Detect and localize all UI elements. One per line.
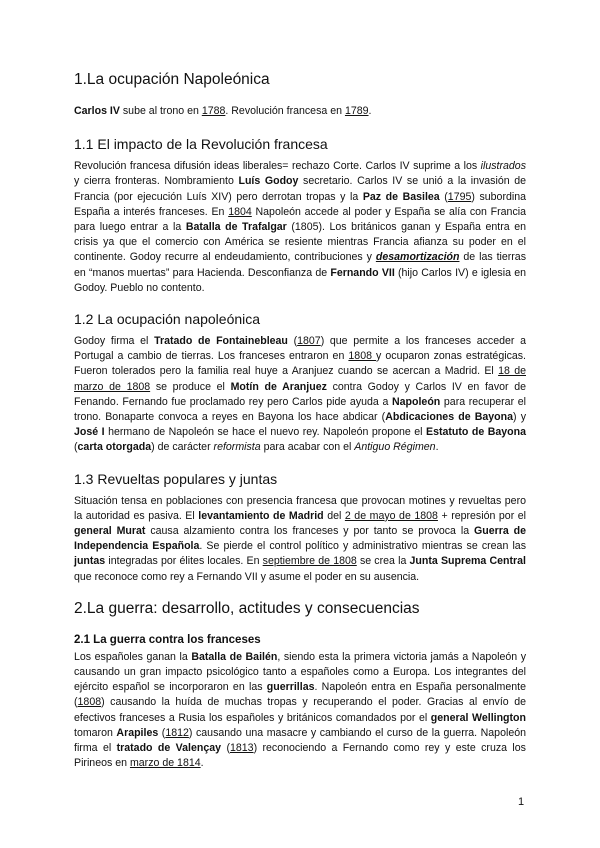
- bold-term: Tratado de Fontainebleau: [154, 335, 288, 348]
- underlined-term: 1788: [201, 105, 226, 117]
- bold-term: Napoleón: [392, 395, 441, 408]
- bold-term: tratado de Valençay: [116, 742, 222, 755]
- underlined-term: 18 de marzo de 1808: [74, 365, 526, 393]
- section-1-3: [74, 470, 526, 585]
- underlined-term: 1789: [344, 105, 369, 117]
- bold-term: Paz de Basilea: [362, 190, 440, 203]
- bold-term: general Murat: [74, 525, 146, 538]
- section-1-1: [74, 135, 526, 296]
- underlined-term: 1812: [165, 726, 189, 739]
- bold-term: Batalla de Bailén: [191, 650, 278, 663]
- underlined-term: 2 de mayo de 1808: [344, 509, 438, 522]
- italic-term: Antiguo Régimen: [354, 441, 436, 454]
- bold-term: carta otorgada: [77, 441, 152, 454]
- chapter-heading-1: 1.La ocupación Napoleónica: [74, 71, 270, 88]
- bold-term: José I: [74, 426, 105, 439]
- bold-term: guerrillas: [266, 681, 315, 694]
- section-heading: 1.1 El impacto de la Revolución francesa: [74, 136, 328, 153]
- underlined-term: 1808: [348, 350, 377, 363]
- section-paragraph: Revolución francesa difusión ideas liberales= rechazo Corte. Carlos IV suprime a los ilustrados y cierra fronteras. Nombramiento Luís Godoy secretario. Carlos IV se unió a la invasión de Francia (por ejecución Luís XIV) pero derrotan tropas y la Paz de Basilea (1795) subordina España a interés franceses. En 1804 Napoleón accede al poder y España se alía con Francia para luego entrar a la Batalla de Trafalgar (1805). Los británicos ganan y España entra en crisis ya que el comercio con América se resiente mientras Francia afianza su poder en el continente. Godoy recurre al endeudamiento, contribuciones y desamortización de las tierras en “manos muertas” para Hacienda. Desconfianza de Fernando VII (hijo Carlos IV) e iglesia en Godoy. Pueblo no contento.: [74, 160, 526, 294]
- underlined-term: septiembre de 1808: [262, 555, 357, 568]
- underlined-term: 1807: [297, 335, 321, 348]
- bold-term: Fernando VII: [330, 266, 395, 279]
- page-number: 1: [518, 796, 525, 808]
- underlined-term: 1795: [447, 190, 472, 203]
- section-1-2: [74, 310, 526, 456]
- underlined-term: 1813: [229, 742, 254, 755]
- bold-term: Carlos IV: [74, 105, 120, 117]
- bold-term: Motín de Aranjuez: [230, 380, 327, 393]
- underlined-term: marzo de 1814: [129, 757, 201, 770]
- section-heading: 1.3 Revueltas populares y juntas: [74, 470, 278, 487]
- section-paragraph: Los españoles ganan la Batalla de Bailén, siendo esta la primera victoria jamás a Napoleón y causando un gran impacto psicológico tanto a españoles como a Europa. Los integrantes del ejército español se incorporaron en las guerrillas. Napoleón entra en España personalmente (1808) causando la huída de muchas tropas y recuperando el poder. Gracias al envío de efectivos franceses a Rusia los españoles y británicos comandados por el general Wellington tomaron Arapiles (1812) causando una masacre y cambiando el curso de la guerra. Napoleón firma el tratado de Valençay (1813) reconociendo a Fernando como rey y este cruza los Pirineos en marzo de 1814.: [74, 650, 527, 770]
- section-paragraph: Godoy firma el Tratado de Fontainebleau (1807) que permite a los franceses acceder a Portugal a cambio de tierras. Los franceses entraron en 1808 y ocuparon zonas estratégicas. Fueron tolerados pero la familia real huye a Aranjuez cuando se acercan a Madrid. El 18 de marzo de 1808 se produce el Motín de Aranjuez contra Godoy y Carlos IV en favor de Fenando. Fernando fue proclamado rey pero Carlos pide ayuda a Napoleón para recuperar el trono. Bonaparte convoca a reyes en Bayona los hace abdicar (Abdicaciones de Bayona) y José I hermano de Napoleón se hace el nuevo rey. Napoleón propone el Estatuto de Bayona (carta otorgada) de carácter reformista para acabar con el Antiguo Régimen.: [74, 335, 526, 454]
- underlined-term: 1808: [77, 696, 102, 709]
- bold-term: levantamiento de Madrid: [198, 509, 324, 522]
- intro-paragraph: Carlos IV sube al trono en 1788. Revolución francesa en 1789.: [74, 105, 372, 117]
- italic-term: ilustrados: [480, 160, 526, 173]
- bold-term: general Wellington: [430, 711, 527, 724]
- section-paragraph: Situación tensa en poblaciones con presencia francesa que provocan motines y revueltas pero la autoridad es pasiva. El levantamiento de Madrid del 2 de mayo de 1808 + represión por el general Murat causa alzamiento contra los franceses y por tanto se provoca la Guerra de Independencia Española. Se pierde el control político y administrativo mientras se crean las juntas integradas por élites locales. En septiembre de 1808 se crea la Junta Suprema Central que reconoce como rey a Fernando VII y asume el poder en su ausencia.: [74, 494, 527, 583]
- chapter-heading-2: 2.La guerra: desarrollo, actitudes y consecuencias: [74, 599, 420, 617]
- bold-term: Junta Suprema Central: [409, 555, 526, 568]
- section-2-1: [74, 633, 526, 772]
- bold-term: Guerra de Independencia Española: [74, 525, 527, 553]
- bold-term: Luís Godoy: [238, 175, 299, 188]
- subsection-heading: 2.1 La guerra contra los franceses: [74, 633, 261, 646]
- underlined-term: desamortización: [375, 251, 460, 264]
- bold-term: Abdicaciones de Bayona: [385, 411, 514, 424]
- section-heading: 1.2 La ocupación napoleónica: [74, 311, 261, 328]
- bold-term: Batalla de Trafalgar: [185, 221, 287, 234]
- underlined-term: 1804: [228, 205, 252, 218]
- bold-term: juntas: [74, 555, 106, 568]
- document-body: [74, 70, 526, 772]
- bold-term: Estatuto de Bayona: [426, 426, 526, 439]
- bold-term: Arapiles: [116, 726, 159, 739]
- italic-term: reformista: [213, 441, 261, 454]
